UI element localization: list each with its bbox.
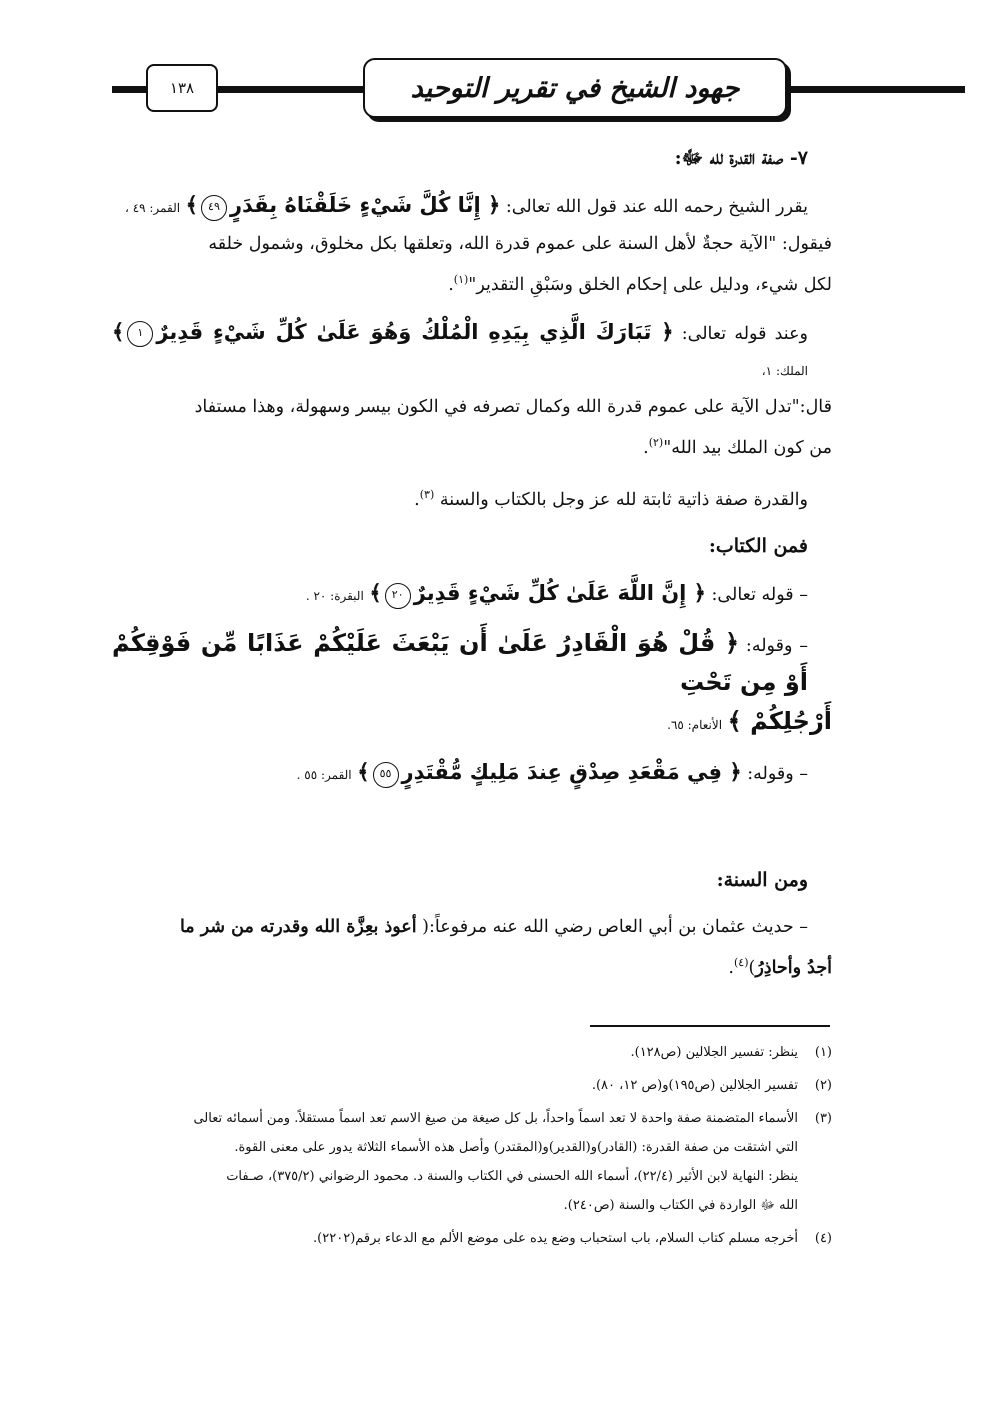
kitab-item-3 [112, 754, 832, 793]
kitab-item-2 [112, 625, 832, 743]
footnote-marker[interactable]: (٤) [733, 956, 749, 970]
hadith-text: أجدُ وأحاذِرُ [755, 958, 832, 979]
verse-number: ٢٠ [385, 583, 411, 609]
paragraph-2 [112, 314, 832, 466]
quran-verse: ﴿ فِي مَقْعَدِ صِدْقٍ عِندَ مَلِيكٍ مُّقْتَدِرٍ [401, 760, 742, 785]
text: . [448, 274, 454, 295]
quran-verse: ﴿ قُلْ هُوَ الْقَادِرُ عَلَىٰ أَن يَبْعَثَ عَلَيْكُمْ عَذَابًا مِّن فَوْقِكُمْ أَوْ مِن تَحْتِ [112, 629, 808, 697]
verse-close-bracket: ﴾ [357, 760, 370, 785]
main-content [112, 140, 832, 997]
text: وعند قوله تعالى: [673, 323, 808, 344]
text: – وقوله: [739, 636, 809, 657]
hadith-text: أعوذ بعِزَّة الله وقدرته من شر ما [179, 917, 417, 938]
footnote-text: تفسير الجلالين (ص١٩٥)و(ص ١٢، ٨٠). [591, 1078, 798, 1093]
verse-reference: الملك: ١، [761, 363, 808, 378]
paragraph-1 [112, 187, 832, 303]
quran-verse: ﴿ إِنَّ اللَّهَ عَلَىٰ كُلِّ شَيْءٍ قَدِيرٌ [413, 581, 706, 606]
footnote-number: (٣) [814, 1111, 832, 1126]
paragraph-2-line-1 [112, 314, 832, 389]
text: – قوله تعالى: [705, 585, 808, 606]
footnote-number: (١) [814, 1045, 832, 1060]
verse-reference: الأنعام: ٦٥. [667, 718, 723, 733]
paragraph-1-line-2: فيقول: "الآية حجةٌ لأهل السنة على عموم قدرة الله، وتعلقها بكل مخلوق، وشمول خلقه [208, 234, 832, 254]
text: – وقوله: [741, 764, 808, 785]
footnote-number: (٤) [814, 1231, 832, 1246]
text: . [414, 489, 420, 510]
quran-verse: أَرْجُلِكُمْ ﴾ [727, 707, 832, 736]
footnote-text: أخرجه مسلم كتاب السلام، باب استحباب وضع يده على موضع الألم مع الدعاء برقم(٢٢٠٢). [313, 1231, 798, 1246]
footnote-marker[interactable]: (٣) [419, 487, 435, 501]
text: ) [748, 958, 756, 979]
footnotes [112, 1038, 832, 1257]
verse-number: ٥٥ [373, 762, 399, 788]
page-number: ١٣٨ [146, 64, 218, 112]
section-heading: ٧- صفة القدرة لله ﷻ: [674, 147, 808, 169]
text: لكل شيء، ودليل على إحكام الخلق وسَبْقِ التقدير" [468, 274, 832, 295]
paragraph-3 [112, 477, 832, 518]
verse-number: ١ [127, 321, 153, 347]
spacer [112, 804, 832, 862]
footnote-text: ينظر: تفسير الجلالين (ص١٢٨). [630, 1045, 798, 1060]
verse-reference: البقرة: ٢٠ . [305, 589, 364, 604]
sunnah-item-1 [112, 909, 832, 986]
sunnah-heading: ومن السنة: [716, 869, 808, 892]
footnote-text: ينظر: النهاية لابن الأثير (٢٢/٤)، أسماء الله الحسنى في الكتاب والسنة د. محمود الرضواني (٣٧٥/٢)، صـفات [226, 1169, 798, 1184]
text: . [728, 958, 734, 979]
footnote-marker[interactable]: (٢) [648, 435, 664, 449]
verse-reference: القمر: ٥٥ . [296, 768, 352, 783]
kitab-item-2-line-2 [112, 703, 832, 743]
verse-number: ٤٩ [201, 195, 227, 221]
verse-reference: القمر: ٤٩ ، [125, 201, 181, 215]
text: يقرر الشيخ رحمه الله عند قول الله تعالى: [500, 197, 808, 217]
footnote-2 [112, 1071, 832, 1100]
quran-verse: ﴿ إِنَّا كُلَّ شَيْءٍ خَلَقْنَاهُ بِقَدَرٍ [229, 193, 501, 217]
text: . [643, 437, 649, 458]
footnote-text: الأسماء المتضمنة صفة واحدة لا تعد اسماً واحداً، بل كل صيغة من صيغ الاسم تعد اسماً مستقلاً. ومن أسمائه تعالى [193, 1111, 798, 1126]
header-rule-left [112, 86, 148, 93]
footnote-text: التي اشتقت من صفة القدرة: (القادر)و(القدير)و(المقتدر) وأصل هذه الأسماء الثلاثة يدور على معنى القوة. [234, 1140, 798, 1155]
header-title: جهود الشيخ في تقرير التوحيد [363, 58, 787, 118]
paragraph-1-line-1 [112, 187, 832, 226]
header-rule-right [785, 86, 965, 93]
footnote-text: الله ﷻ الواردة في الكتاب والسنة (ص٢٤٠). [563, 1198, 798, 1213]
footnote-4 [112, 1224, 832, 1253]
header-rule-middle [214, 86, 364, 93]
kitab-item-1 [112, 575, 832, 614]
text: – حديث عثمان بن أبي العاص رضي الله عنه مرفوعاً:( [416, 917, 808, 938]
footnote-separator [590, 1025, 830, 1027]
quran-verse: ﴿ تَبَارَكَ الَّذِي بِيَدِهِ الْمُلْكُ وَهُوَ عَلَىٰ كُلِّ شَيْءٍ قَدِيرٌ [156, 319, 674, 344]
footnote-marker[interactable]: (١) [453, 273, 469, 286]
verse-close-bracket: ﴾ [185, 193, 198, 217]
verse-close-bracket: ﴾ [112, 319, 125, 344]
paragraph-2-line-3 [112, 425, 832, 466]
footnote-number: (٢) [814, 1078, 832, 1093]
paragraph-1-line-3 [112, 262, 832, 303]
paragraph-2-line-2: قال:"تدل الآية على عموم قدرة الله وكمال تصرفه في الكون بيسر وسهولة، وهذا مستفاد [194, 396, 832, 417]
footnote-1 [112, 1038, 832, 1067]
verse-close-bracket: ﴾ [369, 581, 382, 606]
footnote-3 [112, 1104, 832, 1220]
kitab-item-2-line-1 [112, 625, 832, 703]
text: من كون الملك بيد الله" [663, 437, 832, 458]
kitab-heading: فمن الكتاب: [708, 535, 808, 558]
sunnah-item-1-line-2 [112, 945, 832, 986]
sunnah-item-1-line-1 [112, 909, 832, 945]
text: والقدرة صفة ذاتية ثابتة لله عز وجل بالكتاب والسنة [434, 489, 808, 510]
